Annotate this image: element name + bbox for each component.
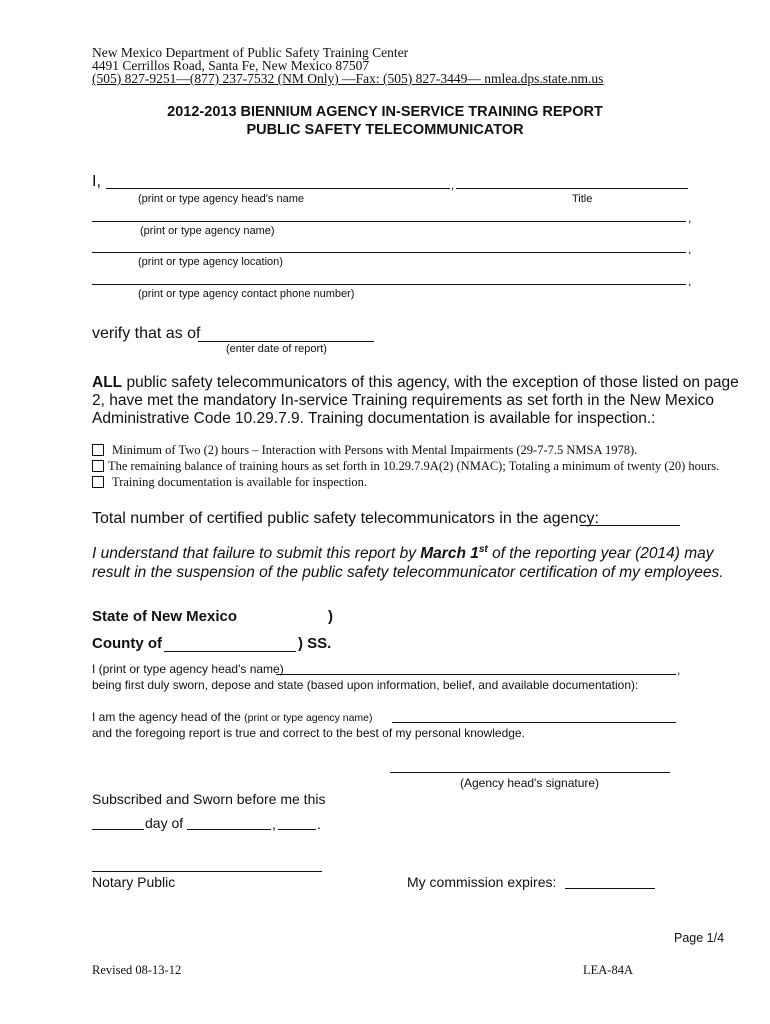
agency-phone-field[interactable] xyxy=(92,284,686,285)
statement-line2: 2, have met the mandatory In-service Training requirements as set forth in the New Mexico xyxy=(92,392,715,409)
header-address: 4491 Cerrillos Road, Santa Fe, New Mexico 87507 xyxy=(92,58,370,73)
county-label: County of xyxy=(92,635,162,652)
total-count-field[interactable] xyxy=(580,525,680,526)
state-label: State of New Mexico xyxy=(92,608,238,625)
date-hint: (enter date of report) xyxy=(226,343,327,355)
header-contact: (505) 827-9251—(877) 237-7532 (NM Only) —Fax: (505) 827-3449— nmlea.dps.state.nm.us xyxy=(92,71,604,86)
revised-date: Revised 08-13-12 xyxy=(92,963,182,977)
statement-line1-rest: public safety telecommunicators of this agency, with the exception of those listed on page xyxy=(122,374,739,391)
total-label: Total number of certified public safety telecommunicators in the agency: xyxy=(92,510,599,527)
report-title-line2: PUBLIC SAFETY TELECOMMUNICATOR xyxy=(246,122,524,138)
understand-text: of the reporting year (2014) may xyxy=(487,545,714,562)
all-emphasis: ALL xyxy=(92,374,123,391)
affidavit-agency-name-field[interactable] xyxy=(392,722,676,723)
agency-name-hint: (print or type agency name) xyxy=(140,225,275,237)
header-org: New Mexico Department of Public Safety Training Center xyxy=(92,45,409,60)
year-field[interactable] xyxy=(278,829,316,830)
comma: , xyxy=(272,816,276,832)
notary-label: Notary Public xyxy=(92,874,176,890)
understand-line1 xyxy=(92,545,714,563)
march-text: March 1 xyxy=(420,545,479,562)
report-title-line1: 2012-2013 BIENNIUM AGENCY IN-SERVICE TRAINING REPORT xyxy=(167,104,603,120)
county-field[interactable] xyxy=(164,651,296,652)
checkbox-label: Minimum of Two (2) hours – Interaction with Persons with Mental Impairments (29-7-7.5 NMSA 1978). xyxy=(112,443,638,457)
checkbox-label: Training documentation is available for inspection. xyxy=(112,475,368,489)
affidavit-head-prefix: I (print or type agency head's name) xyxy=(92,662,284,676)
day-field[interactable] xyxy=(92,829,144,830)
affidavit-head-name-field[interactable] xyxy=(276,674,676,675)
st-superscript: st xyxy=(478,543,488,555)
understand-text: I understand that failure to submit this report by xyxy=(92,545,421,562)
commission-label: My commission expires: xyxy=(407,874,557,890)
commission-date-field[interactable] xyxy=(565,888,655,889)
agency-name-field[interactable] xyxy=(92,221,686,222)
comma: , xyxy=(688,274,692,288)
day-of-label: day of xyxy=(145,815,184,831)
state-paren: ) xyxy=(328,608,333,625)
report-date-field[interactable] xyxy=(198,341,374,342)
sworn-statement: being first duly sworn, depose and state (based upon information, belief, and available documentation): xyxy=(92,678,639,692)
head-name-hint: (print or type agency head's name xyxy=(138,193,304,205)
agency-location-field[interactable] xyxy=(92,252,686,253)
month-field[interactable] xyxy=(187,829,271,830)
signature-field[interactable] xyxy=(390,772,670,773)
comma: , xyxy=(688,242,692,256)
checkbox-mental-impairments[interactable] xyxy=(92,444,104,456)
checkbox-remaining-hours[interactable] xyxy=(92,460,104,472)
statement-line3: Administrative Code 10.29.7.9. Training documentation is available for inspection.: xyxy=(92,410,656,427)
agency-phone-hint: (print or type agency contact phone number) xyxy=(138,288,355,300)
verify-label: verify that as of xyxy=(92,325,201,342)
signature-hint: (Agency head's signature) xyxy=(460,776,600,790)
comma: , xyxy=(677,663,681,677)
page-number: Page 1/4 xyxy=(674,931,725,945)
agency-head-prefix: I am the agency head of the xyxy=(92,710,245,724)
agency-head-line xyxy=(92,710,373,724)
notary-signature-field[interactable] xyxy=(92,871,322,872)
i-label: I, xyxy=(92,173,101,190)
checkbox-documentation[interactable] xyxy=(92,476,104,488)
title-hint: Title xyxy=(572,193,593,205)
understand-line2: result in the suspension of the public safety telecommunicator certification of my employees. xyxy=(92,564,724,581)
agency-head-hint: (print or type agency name) xyxy=(244,712,373,724)
foregoing-statement: and the foregoing report is true and correct to the best of my personal knowledge. xyxy=(92,726,525,740)
agency-head-title-field[interactable] xyxy=(456,188,688,189)
agency-head-name-field[interactable] xyxy=(106,188,450,189)
statement-line1 xyxy=(92,374,739,392)
comma: , xyxy=(451,178,455,192)
form-number: LEA-84A xyxy=(583,963,633,977)
agency-location-hint: (print or type agency location) xyxy=(138,256,283,268)
checkbox-label: The remaining balance of training hours as set forth in 10.29.7.9A(2) (NMAC); Totaling a minimum of twenty (20) hours. xyxy=(108,459,720,473)
march-emphasis xyxy=(420,545,488,562)
subscribed-label: Subscribed and Sworn before me this xyxy=(92,791,326,807)
period: . xyxy=(317,816,321,832)
comma: , xyxy=(688,211,692,225)
ss-label: ) SS. xyxy=(298,635,332,652)
